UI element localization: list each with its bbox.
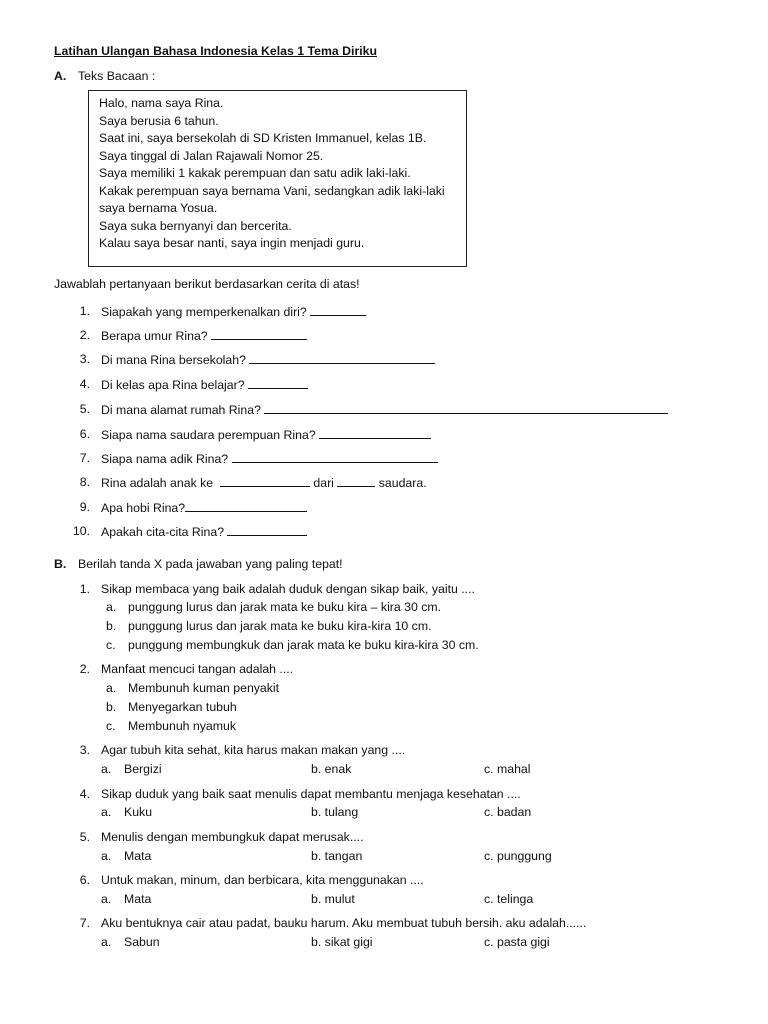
answer-blank[interactable] xyxy=(232,451,438,463)
option-letter: a. xyxy=(106,600,117,614)
answer-blank[interactable] xyxy=(248,377,308,389)
question-number: 7. xyxy=(79,916,90,930)
question-number: 4. xyxy=(79,787,90,801)
option-c[interactable]: c. pasta gigi xyxy=(484,935,550,949)
option-letter: a. xyxy=(106,681,117,695)
reading-text-box xyxy=(88,90,467,267)
option-text: Menyegarkan tubuh xyxy=(128,700,237,714)
answer-blank[interactable] xyxy=(220,475,310,487)
reading-line: Halo, nama saya Rina. xyxy=(99,96,224,110)
question-text: Di mana alamat rumah Rina? xyxy=(101,403,261,417)
question-number: 4. xyxy=(79,377,90,391)
question-number: 5. xyxy=(79,402,90,416)
question-text-mid: dari xyxy=(313,476,334,490)
answer-blank[interactable] xyxy=(249,352,435,364)
question-text: Berapa umur Rina? xyxy=(101,329,208,343)
question-number: 1. xyxy=(79,304,90,318)
answer-blank[interactable] xyxy=(319,427,431,439)
question-number: 7. xyxy=(79,451,90,465)
question-text: Manfaat mencuci tangan adalah .... xyxy=(101,662,294,676)
question-text: Menulis dengan membungkuk dapat merusak.... xyxy=(101,830,364,844)
option-b[interactable]: b. sikat gigi xyxy=(311,935,373,949)
reading-line: Kakak perempuan saya bernama Vani, sedangkan adik laki-laki xyxy=(99,183,445,198)
option-text: Membunuh nyamuk xyxy=(128,719,236,733)
section-a-letter: A. xyxy=(54,69,67,83)
option-b[interactable]: b. tangan xyxy=(311,849,363,863)
option-c[interactable]: c. badan xyxy=(484,805,532,819)
answer-blank[interactable] xyxy=(211,328,307,340)
section-b-label: Berilah tanda X pada jawaban yang paling tepat! xyxy=(78,557,343,571)
question-number: 1. xyxy=(79,582,90,596)
option-text: Kuku xyxy=(124,805,153,819)
option-b[interactable]: b. mulut xyxy=(311,892,355,906)
question-text: Sikap membaca yang baik adalah duduk dengan sikap baik, yaitu .... xyxy=(101,582,475,596)
question-number: 5. xyxy=(79,830,90,844)
question-number: 6. xyxy=(79,873,90,887)
question-text: Siapa nama saudara perempuan Rina? xyxy=(101,428,316,442)
section-a-label: Teks Bacaan : xyxy=(78,69,156,83)
option-text: Mata xyxy=(124,849,152,863)
option-letter: b. xyxy=(106,700,117,714)
question-number: 2. xyxy=(79,662,90,676)
question-text-end: saudara. xyxy=(378,476,427,490)
option-letter: a. xyxy=(101,935,112,949)
reading-line: Saat ini, saya bersekolah di SD Kristen Immanuel, kelas 1B. xyxy=(99,131,427,145)
option-text: Sabun xyxy=(124,935,160,949)
question-text: Di mana Rina bersekolah? xyxy=(101,353,246,367)
option-letter: a. xyxy=(101,849,112,863)
section-a-instruction: Jawablah pertanyaan berikut berdasarkan cerita di atas! xyxy=(54,277,360,291)
option-letter: b. xyxy=(106,619,117,633)
page-title: Latihan Ulangan Bahasa Indonesia Kelas 1 Tema Diriku xyxy=(54,44,378,58)
option-c[interactable]: c. punggung xyxy=(484,849,552,863)
option-c[interactable]: c. mahal xyxy=(484,762,531,776)
question-number: 3. xyxy=(79,743,90,757)
option-text: punggung membungkuk dan jarak mata ke buku kira-kira 30 cm. xyxy=(128,638,479,652)
answer-blank[interactable] xyxy=(227,524,307,536)
option-text: Membunuh kuman penyakit xyxy=(128,681,280,695)
option-text: Mata xyxy=(124,892,152,906)
option-letter: a. xyxy=(101,805,112,819)
question-text: Aku bentuknya cair atau padat, bauku harum. Aku membuat tubuh bersih. aku adalah...... xyxy=(101,916,587,930)
question-number: 3. xyxy=(79,352,90,366)
question-text: Untuk makan, minum, dan berbicara, kita menggunakan .... xyxy=(101,873,424,887)
question-text: Apa hobi Rina? xyxy=(101,501,186,515)
reading-line: Saya tinggal di Jalan Rajawali Nomor 25. xyxy=(99,148,324,163)
question-number: 9. xyxy=(79,500,90,514)
question-text: Siapa nama adik Rina? xyxy=(101,452,229,466)
answer-blank[interactable] xyxy=(264,402,668,414)
option-text: punggung lurus dan jarak mata ke buku kira – kira 30 cm. xyxy=(128,600,442,614)
option-letter: a. xyxy=(101,892,112,906)
question-text: Di kelas apa Rina belajar? xyxy=(101,378,245,392)
option-text: Bergizi xyxy=(124,762,162,776)
question-text: Sikap duduk yang baik saat menulis dapat membantu menjaga kesehatan .... xyxy=(101,787,521,801)
option-text: punggung lurus dan jarak mata ke buku kira-kira 10 cm. xyxy=(128,619,432,633)
option-letter: c. xyxy=(106,638,116,652)
reading-line: saya bernama Yosua. xyxy=(99,201,218,215)
question-text: Apakah cita-cita Rina? xyxy=(101,525,225,539)
question-number: 6. xyxy=(79,427,90,441)
question-number: 8. xyxy=(79,475,90,489)
section-b-letter: B. xyxy=(54,557,67,571)
reading-line: Saya berusia 6 tahun. xyxy=(99,113,219,128)
option-b[interactable]: b. enak xyxy=(311,762,352,776)
question-number: 10. xyxy=(72,524,90,538)
option-c[interactable]: c. telinga xyxy=(484,892,534,906)
reading-line: Saya memiliki 1 kakak perempuan dan satu adik laki-laki. xyxy=(99,166,411,180)
reading-line: Saya suka bernyanyi dan bercerita. xyxy=(99,218,292,233)
option-letter: a. xyxy=(101,762,112,776)
question-text: Siapakah yang memperkenalkan diri? xyxy=(101,305,307,319)
question-text: Agar tubuh kita sehat, kita harus makan makan yang .... xyxy=(101,743,406,757)
question-text: Rina adalah anak ke xyxy=(101,476,214,490)
answer-blank[interactable] xyxy=(310,304,366,316)
reading-line: Kalau saya besar nanti, saya ingin menjadi guru. xyxy=(99,236,365,250)
option-b[interactable]: b. tulang xyxy=(311,805,359,819)
option-letter: c. xyxy=(106,719,116,733)
question-number: 2. xyxy=(79,328,90,342)
answer-blank[interactable] xyxy=(185,500,307,512)
answer-blank[interactable] xyxy=(337,475,375,487)
